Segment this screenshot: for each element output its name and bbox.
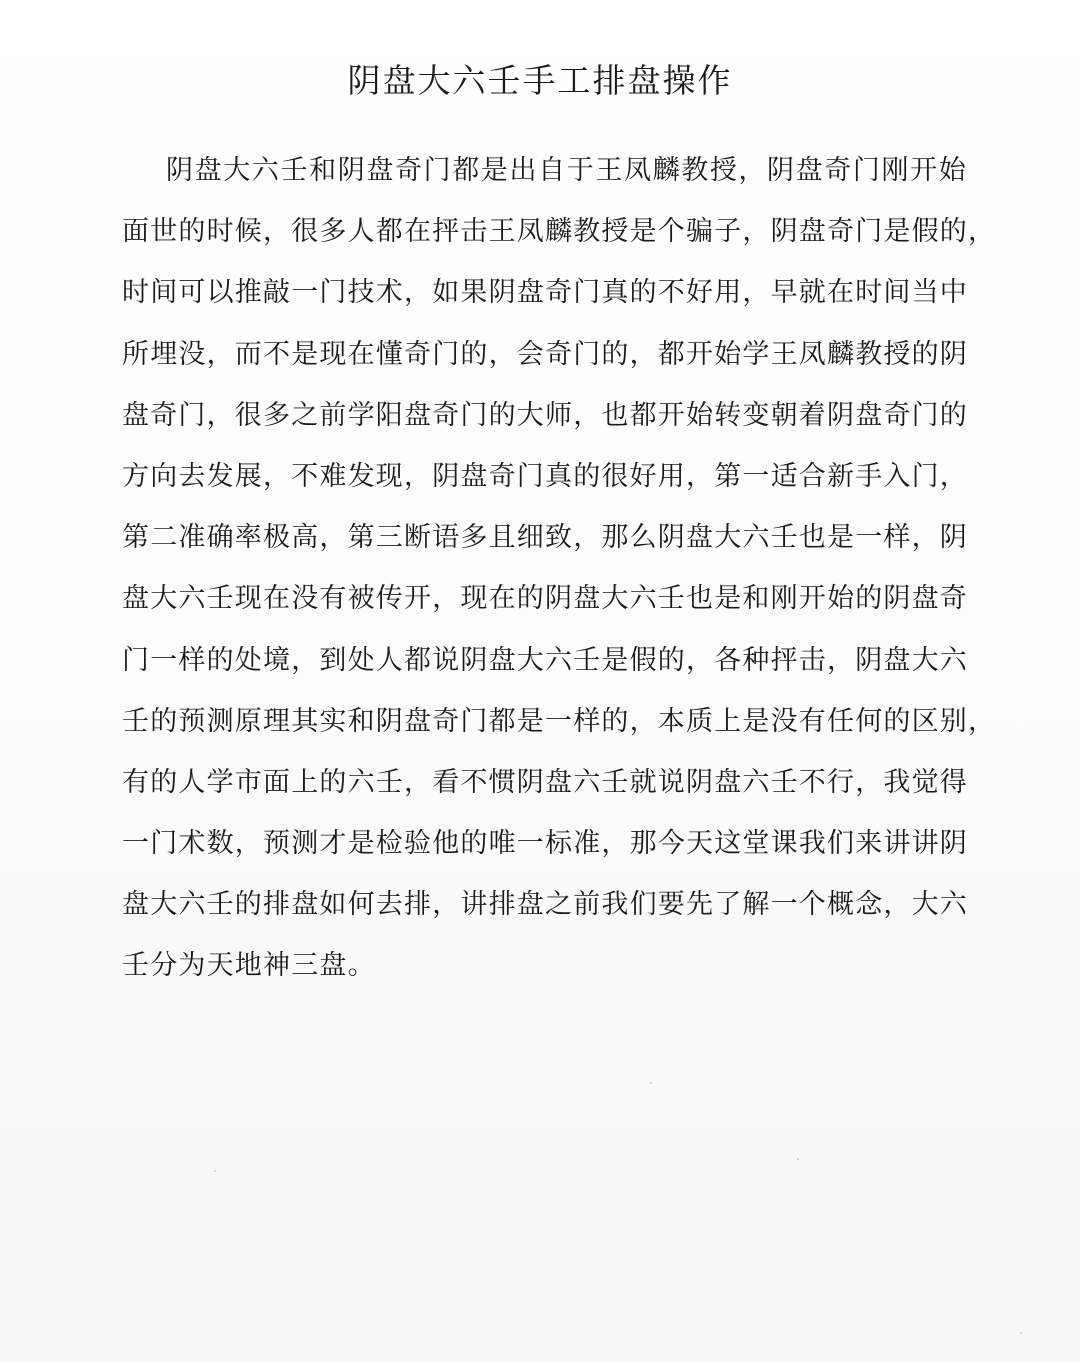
body-line: 门一样的处境，到处人都说阴盘大六壬是假的，各种抨击，阴盘大六: [122, 644, 968, 676]
body-line: 盘大六壬现在没有被传开，现在的阴盘大六壬也是和刚开始的阴盘奇: [122, 583, 968, 615]
body-line: 时间可以推敲一门技术，如果阴盘奇门真的不好用，早就在时间当中: [122, 277, 968, 309]
body-line: 方向去发展，不难发现，阴盘奇门真的很好用，第一适合新手入门，: [122, 460, 968, 492]
body-line: 壬分为天地神三盘。: [122, 950, 376, 982]
body-line: 阴盘大六壬和阴盘奇门都是出自于王凤麟教授，阴盘奇门刚开始: [166, 155, 967, 186]
body-line: 盘奇门，很多之前学阳盘奇门的大师，也都开始转变朝着阴盘奇门的: [122, 399, 968, 431]
body-line: 有的人学市面上的六壬，看不惯阴盘六壬就说阴盘六壬不行，我觉得: [122, 766, 968, 798]
document-title: 阴盘大六壬手工排盘操作: [347, 61, 733, 100]
body-line: 第二准确率极高，第三断语多且细致，那么阴盘大六壬也是一样，阴: [122, 522, 968, 554]
scan-speck: [1020, 1332, 1022, 1334]
body-line: 所埋没，而不是现在懂奇门的，会奇门的，都开始学王凤麟教授的阴: [122, 338, 968, 370]
body-line: 盘大六壬的排盘如何去排，讲排盘之前我们要先了解一个概念，大六: [122, 889, 968, 921]
scan-speck: [214, 1170, 216, 1172]
body-line: 壬的预测原理其实和阴盘奇门都是一样的，本质上是没有任何的区别，: [122, 705, 997, 737]
body-line: 面世的时候，很多人都在抨击王凤麟教授是个骗子，阴盘奇门是假的，: [122, 216, 997, 248]
scan-speck: [650, 1082, 652, 1084]
document-body: [122, 140, 997, 997]
scan-speck: [797, 1158, 799, 1160]
body-line: 一门术数，预测才是检验他的唯一标准，那今天这堂课我们来讲讲阴: [122, 828, 968, 860]
